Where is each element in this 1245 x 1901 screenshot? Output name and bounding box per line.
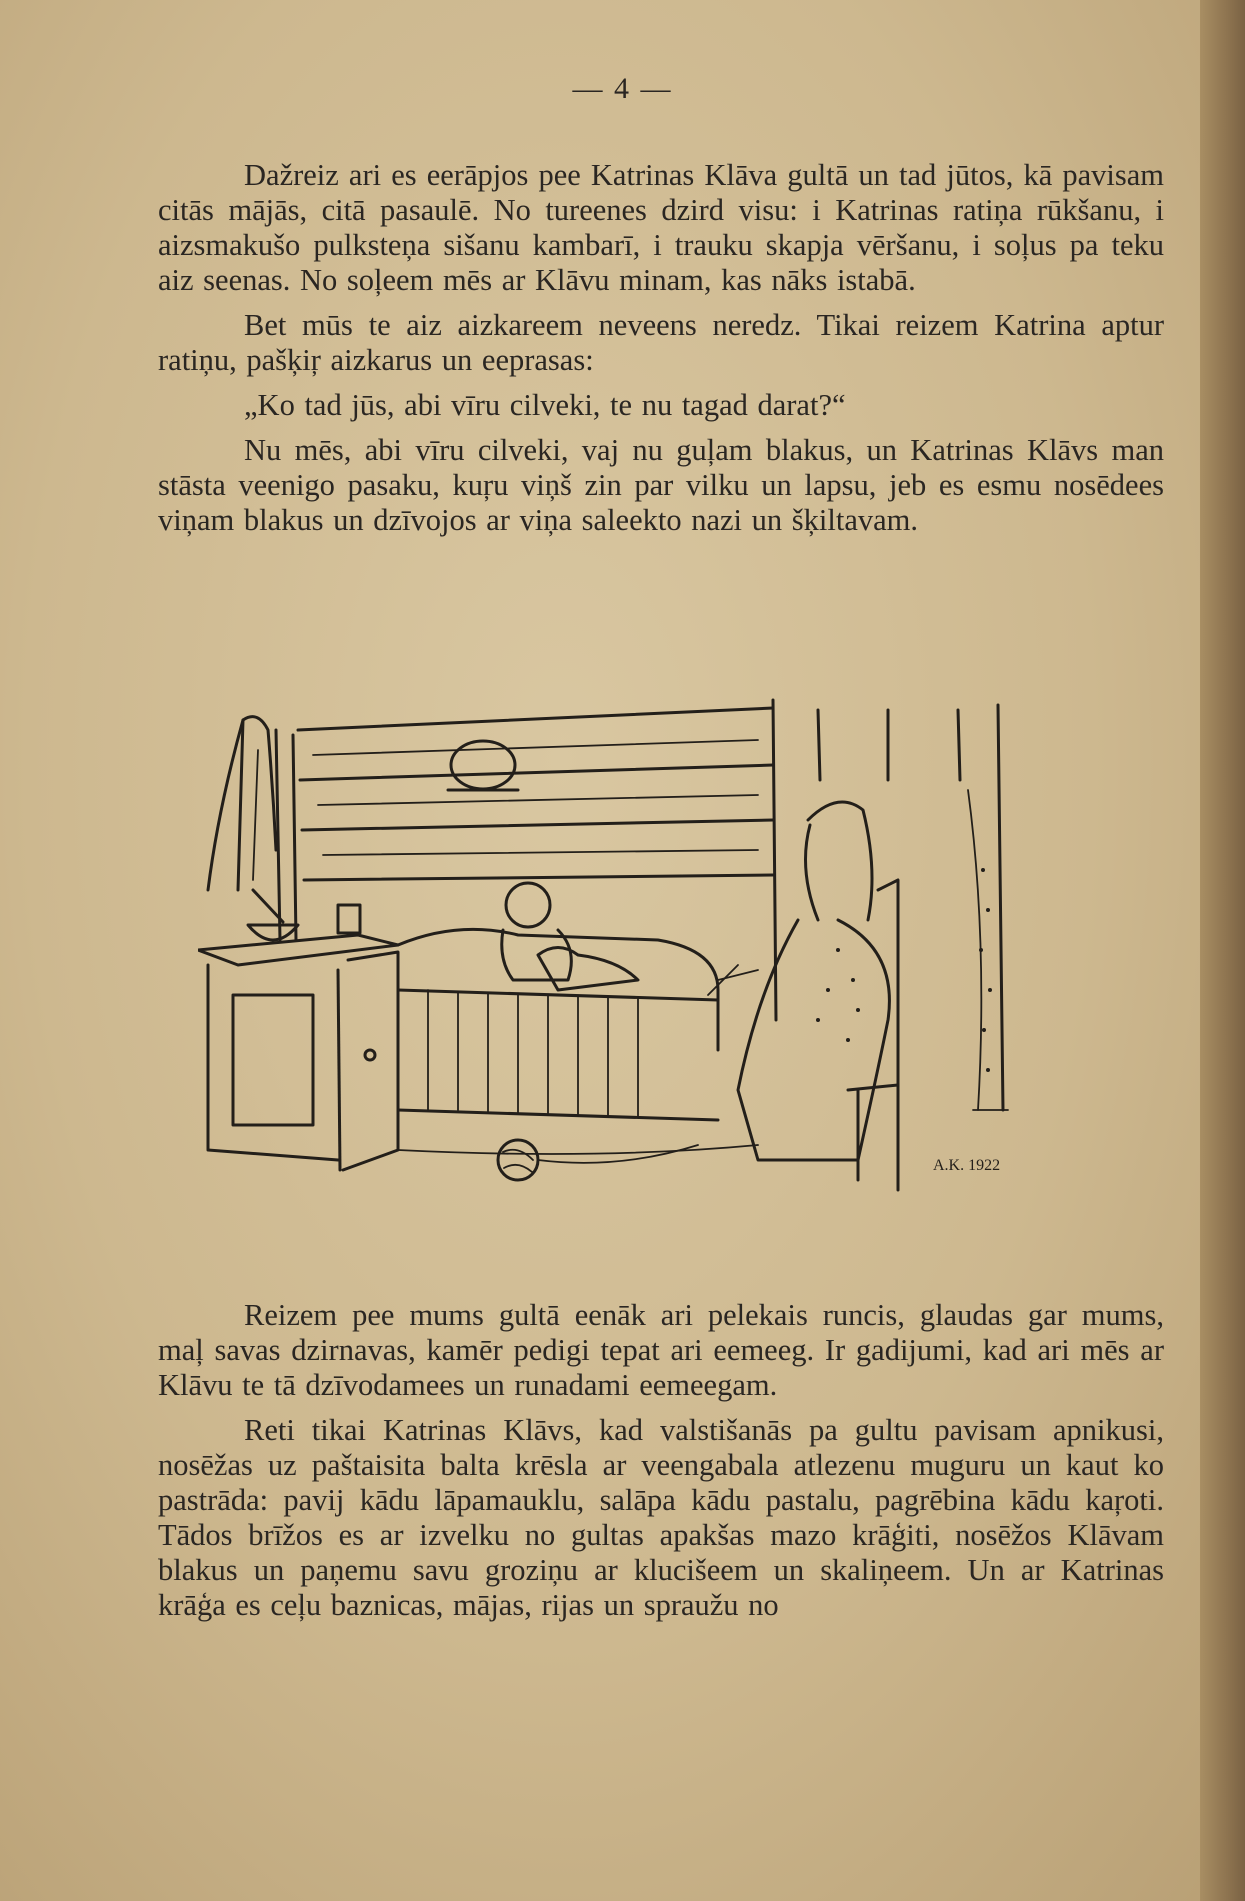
paragraph: Bet mūs te aiz aizkareem neveens neredz. Tikai reizem Katrina aptur ratiņu, pašķiŗ aizkarus un eeprasas: [158, 308, 1164, 377]
illustration-signature: A.K. 1922 [933, 1157, 1001, 1174]
page-edge [1200, 0, 1245, 1901]
text-block-bottom [158, 1298, 1164, 1633]
paragraph: Dažreiz ari es eerāpjos pee Katrinas Klāva gultā un tad jūtos, kā pavisam citās mājās, citā pasaulē. No tureenes dzird visu: i Katrinas ratiņa rūkšanu, i aizsmakušo pulksteņa sišanu kambarī, i trauku skapja vēršanu, i soļus pa teku aiz seenas. No soļeem mēs ar Klāvu minam, kas nāks istabā. [158, 158, 1164, 297]
paragraph: Reizem pee mums gultā eenāk ari pelekais runcis, glaudas gar mums, maļ savas dzirnavas, kamēr pedigi tepat ari eemeeg. Ir gadijumi, kad ari mēs ar Klāvu te tā dzīvodamees un runadami eemeegam. [158, 1298, 1164, 1402]
text-block-top [158, 158, 1164, 548]
illustration [198, 690, 1098, 1230]
page-number: — 4 — [572, 72, 673, 105]
illustration-drawing [198, 690, 1098, 1230]
paragraph: „Ko tad jūs, abi vīru cilveki, te nu tagad darat?“ [244, 388, 846, 422]
paragraph: Nu mēs, abi vīru cilveki, vaj nu guļam blakus, un Katrinas Klāvs man stāsta veenigo pasaku, kuŗu viņš zin par vilku un lapsu, jeb es esmu nosēdees viņam blakus un dzīvojos ar viņa saleekto nazi un šķiltavam. [158, 433, 1164, 537]
paragraph: Reti tikai Katrinas Klāvs, kad valstišanās pa gultu pavisam apnikusi, nosēžas uz paštaisita balta krēsla ar veengabala atlezenu muguru un kaut ko pastrāda: pavij kādu lāpamauklu, salāpa kādu pastalu, pagrēbina kādu kaŗoti. Tādos brīžos es ar izvelku no gultas apakšas mazo krāģiti, nosēžos Klāvam blakus un paņemu savu groziņu ar klucišeem un skaliņeem. Un ar Katrinas krāģa es ceļu baznicas, mājas, rijas un spraužu no [158, 1413, 1164, 1622]
